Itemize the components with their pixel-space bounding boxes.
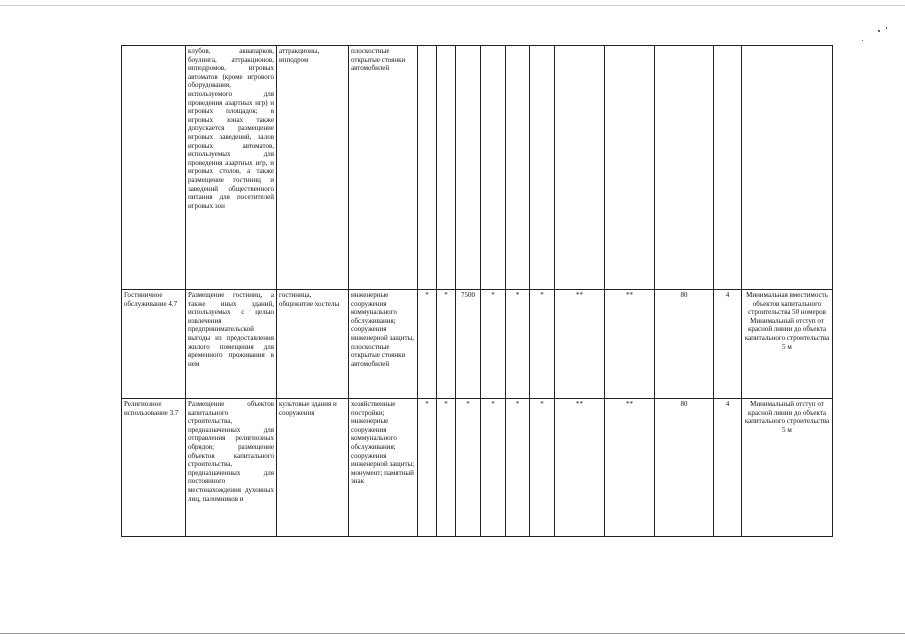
param-cell: *	[437, 290, 456, 399]
table-row	[122, 290, 833, 399]
param-cell: *	[506, 290, 530, 399]
param-cell: 7500	[456, 290, 481, 399]
param-cell: *	[481, 290, 506, 399]
table-row	[122, 399, 833, 537]
scan-speck	[862, 40, 863, 41]
note-cell: Минимальная вместимость объектов капитального строительства 50 номеров Минимальный отступ от красной линии до объекта капитального строительства 5 м	[742, 290, 833, 399]
use-name-cell: Религиозное использование 3.7	[122, 399, 186, 537]
permitted-objects-cell: культовые здания и сооружения	[277, 399, 349, 537]
param-cell: *	[530, 399, 555, 537]
param-cell: *	[418, 399, 437, 537]
param-cell	[481, 46, 506, 290]
param-cell: *	[530, 290, 555, 399]
param-cell	[437, 46, 456, 290]
use-description-cell: Размещение гостиниц, а также иных зданий, используемых с целью извлечения предпринимательской выгоды из предоставления жилого помещения для временного проживания в нем	[186, 290, 277, 399]
param-cell	[456, 46, 481, 290]
use-description-cell: клубов, аквапарков, боулинга, аттракционов, ипподромов, игровых автоматов (кроме игрового оборудования, используемого для проведения азартных игр) и игровых площадок; в игровых зонах также допускается размещение игровых заведений, залов игровых автоматов, используемых для проведения азартных игр, и игровых столов, а также размещение гостиниц и заведений общественного питания для посетителей игровых зон	[186, 46, 277, 290]
scan-line-top	[0, 5, 905, 6]
param-cell	[605, 46, 655, 290]
param-cell: **	[555, 399, 605, 537]
use-name-cell	[122, 46, 186, 290]
permitted-objects-cell: аттракционы, ипподром	[277, 46, 349, 290]
param-cell	[555, 46, 605, 290]
note-cell: Минимальный отступ от красной линии до объекта капитального строительства 5 м	[742, 399, 833, 537]
permitted-objects-cell: гостиница, общежитие хостелы	[277, 290, 349, 399]
param-cell: 4	[714, 399, 742, 537]
scan-line-bottom	[0, 633, 905, 634]
use-description-cell: Размещение объектов капитального строительства, предназначенных для отправления религиозных обрядов; размещение объектов капитального строительства, предназначенных для постоянного местонахождения духовных лиц, паломников и	[186, 399, 277, 537]
table-row	[122, 46, 833, 290]
land-use-table	[121, 45, 833, 537]
param-cell: *	[506, 399, 530, 537]
param-cell	[506, 46, 530, 290]
param-cell: **	[605, 290, 655, 399]
param-cell	[655, 46, 714, 290]
param-cell	[530, 46, 555, 290]
use-name-cell: Гостиничное обслуживание 4.7	[122, 290, 186, 399]
param-cell	[418, 46, 437, 290]
param-cell: **	[555, 290, 605, 399]
param-cell: 80	[655, 290, 714, 399]
auxiliary-objects-cell: плоскостные открытые стоянки автомобилей	[349, 46, 418, 290]
param-cell: *	[418, 290, 437, 399]
param-cell: 4	[714, 290, 742, 399]
auxiliary-objects-cell: инженерные сооружения коммунального обслуживания; сооружения инженерной защиты, плоскостные открытые стоянки автомобилей	[349, 290, 418, 399]
param-cell: *	[456, 399, 481, 537]
param-cell: 80	[655, 399, 714, 537]
note-cell	[742, 46, 833, 290]
param-cell	[714, 46, 742, 290]
param-cell: *	[437, 399, 456, 537]
scan-speck	[886, 27, 887, 29]
scan-speck	[878, 30, 880, 32]
auxiliary-objects-cell: хозяйственные постройки; инженерные сооружения коммунального обслуживания; сооружения инженерной защиты; монумент; памятный знак	[349, 399, 418, 537]
param-cell: **	[605, 399, 655, 537]
param-cell: *	[481, 399, 506, 537]
